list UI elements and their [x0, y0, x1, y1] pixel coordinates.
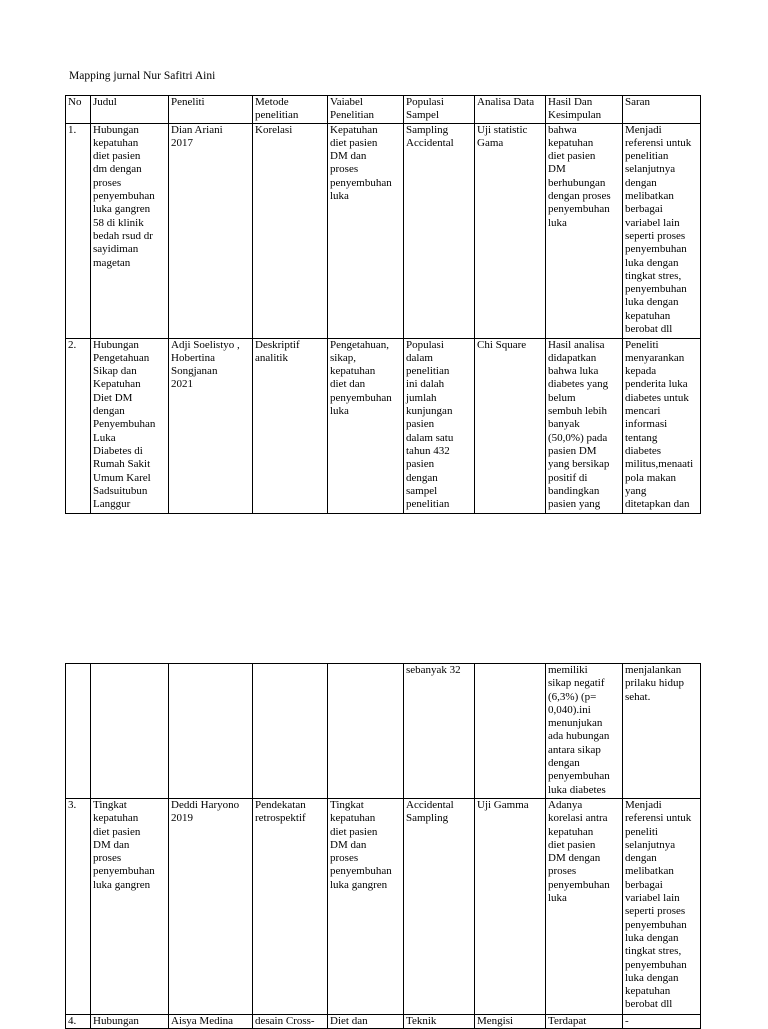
header-cell: Saran: [623, 96, 701, 124]
header-cell: Analisa Data: [475, 96, 546, 124]
table-cell: [253, 664, 328, 799]
table-cell: Tingkat kepatuhan diet pasien DM dan proses penyembuhan luka gangren: [328, 799, 404, 1015]
table-cell: Populasi dalam penelitian ini dalah jumlah kunjungan pasien dalam satu tahun 432 pasien dengan sampel penelitian: [404, 338, 475, 513]
table-cell: [66, 664, 91, 799]
table-cell: Kepatuhan diet pasien DM dan proses penyembuhan luka: [328, 123, 404, 338]
table-cell: Hubungan Pengetahuan Sikap dan Kepatuhan Diet DM dengan Penyembuhan Luka Diabetes di Rumah Sakit Umum Karel Sadsuitubun Langgur: [91, 338, 169, 513]
table-cell: Accidental Sampling: [404, 799, 475, 1015]
table-cell: Pendekatan retrospektif: [253, 799, 328, 1015]
header-cell: Populasi Sampel: [404, 96, 475, 124]
header-cell: Vaiabel Penelitian: [328, 96, 404, 124]
header-cell: Judul: [91, 96, 169, 124]
table-cell: Mengisi: [475, 1015, 546, 1029]
table-cell: 1.: [66, 123, 91, 338]
table-cell: Deddi Haryono 2019: [169, 799, 253, 1015]
table-cell: [91, 664, 169, 799]
table-cell: Dian Ariani 2017: [169, 123, 253, 338]
document-title: Mapping jurnal Nur Safitri Aini: [69, 70, 216, 82]
table-cell: Hasil analisa didapatkan bahwa luka diabetes yang belum sembuh lebih banyak (50,0%) pada pasien DM yang bersikap positif di bandingkan pasien yang: [546, 338, 623, 513]
table-cell: Diet dan: [328, 1015, 404, 1029]
table-cell: Korelasi: [253, 123, 328, 338]
table-cell: Pengetahuan, sikap, kepatuhan diet dan penyembuhan luka: [328, 338, 404, 513]
table-row: [66, 799, 701, 1015]
table-cell: Deskriptif analitik: [253, 338, 328, 513]
header-cell: Hasil Dan Kesimpulan: [546, 96, 623, 124]
table-row: [66, 123, 701, 338]
table-cell: Chi Square: [475, 338, 546, 513]
table-cell: desain Cross-: [253, 1015, 328, 1029]
header-cell: No: [66, 96, 91, 124]
table-cell: Hubungan kepatuhan diet pasien dm dengan proses penyembuhan luka gangren 58 di klinik bedah rsud dr sayidiman magetan: [91, 123, 169, 338]
table-cell: Sampling Accidental: [404, 123, 475, 338]
table-cell: Adji Soelistyo , Hobertina Songjanan 2021: [169, 338, 253, 513]
mapping-table-page-2: [65, 663, 701, 1029]
table-cell: sebanyak 32: [404, 664, 475, 799]
mapping-table-page-1: [65, 95, 701, 514]
table-cell: Aisya Medina: [169, 1015, 253, 1029]
table-cell: Uji Gamma: [475, 799, 546, 1015]
table-cell: Menjadi referensi untuk peneliti selanjutnya dengan melibatkan berbagai variabel lain seperti proses penyembuhan luka dengan tingkat stres, penyembuhan luka dengan kepatuhan berobat dll: [623, 799, 701, 1015]
table-cell: -: [623, 1015, 701, 1029]
table-cell: [169, 664, 253, 799]
table-header-row: [66, 96, 701, 124]
table-cell: bahwa kepatuhan diet pasien DM berhubungan dengan proses penyembuhan luka: [546, 123, 623, 338]
table-cell: [328, 664, 404, 799]
table-cell: Terdapat: [546, 1015, 623, 1029]
table-cell: menjalankan prilaku hidup sehat.: [623, 664, 701, 799]
table-cell: Teknik: [404, 1015, 475, 1029]
table-cell: 2.: [66, 338, 91, 513]
table-cell: 3.: [66, 799, 91, 1015]
table-row: [66, 664, 701, 799]
table-cell: [475, 664, 546, 799]
table-cell: Hubungan: [91, 1015, 169, 1029]
table-cell: Menjadi referensi untuk penelitian selanjutnya dengan melibatkan berbagai variabel lain seperti proses penyembuhan luka dengan tingkat stres, penyembuhan luka dengan kepatuhan berobat dll: [623, 123, 701, 338]
header-cell: Peneliti: [169, 96, 253, 124]
table-cell: Tingkat kepatuhan diet pasien DM dan proses penyembuhan luka gangren: [91, 799, 169, 1015]
table-cell: Adanya korelasi antra kepatuhan diet pasien DM dengan proses penyembuhan luka: [546, 799, 623, 1015]
table-row: [66, 1015, 701, 1029]
header-cell: Metode penelitian: [253, 96, 328, 124]
table-cell: Peneliti menyarankan kepada penderita luka diabetes untuk mencari informasi tentang diabetes militus,menaati pola makan yang ditetapkan dan: [623, 338, 701, 513]
table-cell: memiliki sikap negatif (6,3%) (p= 0,040).ini menunjukan ada hubungan antara sikap dengan penyembuhan luka diabetes: [546, 664, 623, 799]
table-row: [66, 338, 701, 513]
table-cell: 4.: [66, 1015, 91, 1029]
table-cell: Uji statistic Gama: [475, 123, 546, 338]
